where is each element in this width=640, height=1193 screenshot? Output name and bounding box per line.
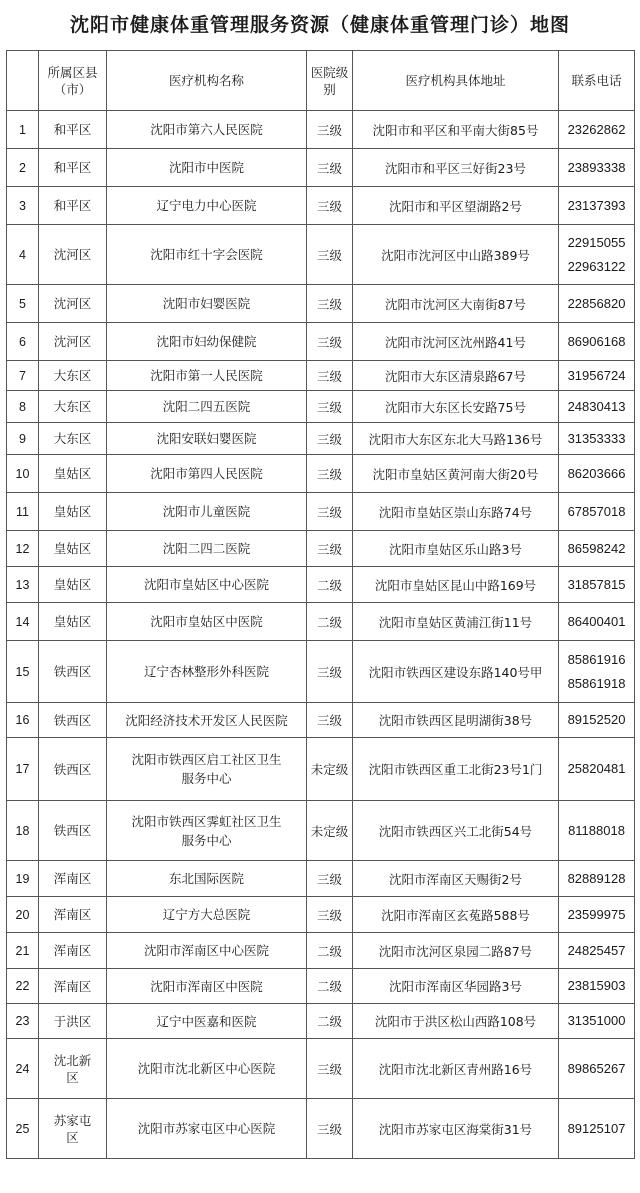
table-row bbox=[7, 933, 635, 969]
cell-phone bbox=[559, 187, 635, 225]
cell-level: 未定级 bbox=[307, 738, 353, 801]
phone-number: 86598242 bbox=[567, 540, 626, 556]
name-line: 沈阳市妇婴医院 bbox=[162, 296, 251, 311]
table-row bbox=[7, 531, 635, 567]
cell-name bbox=[107, 111, 307, 149]
cell-level: 二级 bbox=[307, 969, 353, 1004]
cell-index: 25 bbox=[7, 1099, 39, 1159]
cell-index: 16 bbox=[7, 703, 39, 738]
phone-number: 67857018 bbox=[567, 503, 626, 519]
cell-address: 沈阳市浑南区玄菟路588号 bbox=[353, 897, 559, 933]
table-row bbox=[7, 361, 635, 391]
cell-district: 铁西区 bbox=[39, 801, 107, 861]
cell-phone bbox=[559, 969, 635, 1004]
name-line: 沈阳市妇幼保健院 bbox=[156, 334, 257, 349]
table-row bbox=[7, 641, 635, 703]
cell-district: 浑南区 bbox=[39, 897, 107, 933]
cell-name bbox=[107, 1039, 307, 1099]
phone-number: 23815903 bbox=[567, 978, 626, 993]
cell-index: 14 bbox=[7, 603, 39, 641]
phone-number: 22963122 bbox=[567, 258, 626, 274]
cell-level: 三级 bbox=[307, 703, 353, 738]
cell-name bbox=[107, 149, 307, 187]
cell-name bbox=[107, 969, 307, 1004]
cell-phone bbox=[559, 738, 635, 801]
cell-address: 沈阳市沈河区中山路389号 bbox=[353, 225, 559, 285]
cell-district: 和平区 bbox=[39, 187, 107, 225]
table-row bbox=[7, 455, 635, 493]
cell-address: 沈阳市苏家屯区海棠街31号 bbox=[353, 1099, 559, 1159]
cell-name bbox=[107, 567, 307, 603]
phone-number: 89865267 bbox=[567, 1060, 626, 1076]
cell-name bbox=[107, 455, 307, 493]
cell-level: 三级 bbox=[307, 897, 353, 933]
phone-number: 86906168 bbox=[567, 333, 626, 349]
cell-phone bbox=[559, 225, 635, 285]
cell-index: 7 bbox=[7, 361, 39, 391]
cell-level: 二级 bbox=[307, 603, 353, 641]
phone-number: 31353333 bbox=[567, 430, 626, 446]
header-level: 医院级别 bbox=[307, 51, 353, 111]
cell-address: 沈阳市浑南区天赐街2号 bbox=[353, 861, 559, 897]
name-line: 辽宁电力中心医院 bbox=[156, 198, 257, 213]
cell-district: 沈河区 bbox=[39, 323, 107, 361]
cell-level: 三级 bbox=[307, 531, 353, 567]
cell-district: 大东区 bbox=[39, 391, 107, 423]
cell-name bbox=[107, 641, 307, 703]
cell-district: 和平区 bbox=[39, 149, 107, 187]
cell-name bbox=[107, 738, 307, 801]
cell-level: 三级 bbox=[307, 285, 353, 323]
table-row bbox=[7, 391, 635, 423]
name-line: 服务中心 bbox=[181, 832, 232, 848]
cell-district: 大东区 bbox=[39, 361, 107, 391]
name-line: 沈阳经济技术开发区人民医院 bbox=[125, 712, 288, 728]
phone-number: 31351000 bbox=[567, 1013, 626, 1028]
cell-phone bbox=[559, 361, 635, 391]
table-row bbox=[7, 703, 635, 738]
cell-address: 沈阳市铁西区重工北街23号1门 bbox=[353, 738, 559, 801]
table-row bbox=[7, 1039, 635, 1099]
cell-level: 二级 bbox=[307, 567, 353, 603]
cell-level: 三级 bbox=[307, 149, 353, 187]
cell-district: 浑南区 bbox=[39, 933, 107, 969]
table-row bbox=[7, 225, 635, 285]
cell-name bbox=[107, 423, 307, 455]
name-line: 沈阳安联妇婴医院 bbox=[156, 431, 257, 446]
cell-name bbox=[107, 861, 307, 897]
cell-phone bbox=[559, 703, 635, 738]
cell-address: 沈阳市铁西区建设东路140号甲 bbox=[353, 641, 559, 703]
table-row bbox=[7, 149, 635, 187]
cell-phone bbox=[559, 603, 635, 641]
cell-index: 17 bbox=[7, 738, 39, 801]
header-index bbox=[7, 51, 39, 111]
cell-name bbox=[107, 1004, 307, 1039]
name-line: 辽宁方大总医院 bbox=[162, 907, 251, 922]
cell-phone bbox=[559, 861, 635, 897]
cell-level: 二级 bbox=[307, 1004, 353, 1039]
phone-number: 89125107 bbox=[567, 1120, 626, 1136]
table-row bbox=[7, 801, 635, 861]
cell-index: 12 bbox=[7, 531, 39, 567]
table-row bbox=[7, 897, 635, 933]
cell-level: 三级 bbox=[307, 493, 353, 531]
cell-address: 沈阳市皇姑区昆山中路169号 bbox=[353, 567, 559, 603]
cell-index: 22 bbox=[7, 969, 39, 1004]
cell-name bbox=[107, 603, 307, 641]
cell-level: 三级 bbox=[307, 391, 353, 423]
cell-district: 皇姑区 bbox=[39, 567, 107, 603]
phone-number: 23137393 bbox=[567, 197, 626, 213]
cell-address: 沈阳市皇姑区黄浦江街11号 bbox=[353, 603, 559, 641]
name-line: 东北国际医院 bbox=[168, 871, 244, 886]
cell-level: 二级 bbox=[307, 933, 353, 969]
cell-address: 沈阳市沈河区大南街87号 bbox=[353, 285, 559, 323]
phone-number: 22856820 bbox=[567, 295, 626, 311]
cell-address: 沈阳市沈河区沈州路41号 bbox=[353, 323, 559, 361]
cell-address: 沈阳市浑南区华园路3号 bbox=[353, 969, 559, 1004]
phone-number: 22915055 bbox=[567, 234, 626, 250]
cell-district: 苏家屯区 bbox=[39, 1099, 107, 1159]
cell-name bbox=[107, 801, 307, 861]
phone-number: 85861918 bbox=[567, 675, 626, 691]
cell-district: 沈北新区 bbox=[39, 1039, 107, 1099]
cell-name bbox=[107, 323, 307, 361]
name-line: 沈阳市铁西区霁虹社区卫生 bbox=[131, 813, 282, 829]
phone-number: 23893338 bbox=[567, 159, 626, 175]
header-phone: 联系电话 bbox=[559, 51, 635, 111]
cell-index: 2 bbox=[7, 149, 39, 187]
phone-number: 81188018 bbox=[568, 822, 625, 838]
cell-level: 三级 bbox=[307, 1039, 353, 1099]
cell-address: 沈阳市大东区长安路75号 bbox=[353, 391, 559, 423]
table-row bbox=[7, 285, 635, 323]
name-line: 沈阳市红十字会医院 bbox=[150, 247, 263, 262]
table-row bbox=[7, 603, 635, 641]
cell-index: 23 bbox=[7, 1004, 39, 1039]
cell-level: 三级 bbox=[307, 225, 353, 285]
name-line: 沈阳市浑南区中心医院 bbox=[143, 943, 269, 958]
phone-number: 25820481 bbox=[567, 761, 626, 776]
table-row bbox=[7, 323, 635, 361]
name-line: 沈阳市中医院 bbox=[168, 160, 244, 175]
cell-district: 皇姑区 bbox=[39, 531, 107, 567]
cell-index: 4 bbox=[7, 225, 39, 285]
cell-name bbox=[107, 493, 307, 531]
phone-number: 86203666 bbox=[567, 465, 626, 481]
cell-phone bbox=[559, 1004, 635, 1039]
name-line: 沈阳市第六人民医院 bbox=[150, 122, 263, 137]
cell-name bbox=[107, 933, 307, 969]
cell-index: 1 bbox=[7, 111, 39, 149]
table-row bbox=[7, 187, 635, 225]
cell-district: 铁西区 bbox=[39, 738, 107, 801]
cell-name bbox=[107, 391, 307, 423]
cell-district: 皇姑区 bbox=[39, 493, 107, 531]
cell-phone bbox=[559, 897, 635, 933]
phone-number: 85861916 bbox=[567, 651, 626, 667]
name-line: 沈阳市儿童医院 bbox=[162, 504, 251, 519]
name-line: 沈阳市沈北新区中心医院 bbox=[137, 1061, 276, 1076]
cell-name bbox=[107, 187, 307, 225]
cell-address: 沈阳市于洪区松山西路108号 bbox=[353, 1004, 559, 1039]
cell-district: 铁西区 bbox=[39, 641, 107, 703]
hospital-table bbox=[6, 50, 635, 1159]
cell-address: 沈阳市和平区和平南大街85号 bbox=[353, 111, 559, 149]
phone-number: 24830413 bbox=[567, 398, 626, 414]
name-line: 沈阳市第一人民医院 bbox=[150, 368, 263, 383]
cell-district: 和平区 bbox=[39, 111, 107, 149]
table-row bbox=[7, 567, 635, 603]
cell-phone bbox=[559, 1039, 635, 1099]
cell-phone bbox=[559, 423, 635, 455]
cell-level: 三级 bbox=[307, 361, 353, 391]
cell-phone bbox=[559, 285, 635, 323]
cell-phone bbox=[559, 801, 635, 861]
header-address: 医疗机构具体地址 bbox=[353, 51, 559, 111]
cell-index: 13 bbox=[7, 567, 39, 603]
table-header-row bbox=[7, 51, 635, 111]
cell-index: 10 bbox=[7, 455, 39, 493]
cell-address: 沈阳市和平区望湖路2号 bbox=[353, 187, 559, 225]
cell-address: 沈阳市沈河区泉园二路87号 bbox=[353, 933, 559, 969]
cell-level: 三级 bbox=[307, 187, 353, 225]
name-line: 沈阳市皇姑区中医院 bbox=[150, 614, 263, 629]
phone-number: 31956724 bbox=[567, 367, 626, 383]
cell-phone bbox=[559, 455, 635, 493]
cell-district: 沈河区 bbox=[39, 285, 107, 323]
cell-address: 沈阳市皇姑区黄河南大街20号 bbox=[353, 455, 559, 493]
cell-district: 皇姑区 bbox=[39, 603, 107, 641]
header-district: 所属区县（市） bbox=[39, 51, 107, 111]
cell-index: 9 bbox=[7, 423, 39, 455]
cell-phone bbox=[559, 149, 635, 187]
table-row bbox=[7, 861, 635, 897]
cell-address: 沈阳市皇姑区崇山东路74号 bbox=[353, 493, 559, 531]
cell-level: 三级 bbox=[307, 861, 353, 897]
cell-index: 21 bbox=[7, 933, 39, 969]
cell-level: 三级 bbox=[307, 323, 353, 361]
cell-address: 沈阳市沈北新区青州路16号 bbox=[353, 1039, 559, 1099]
table-row bbox=[7, 111, 635, 149]
name-line: 沈阳市浑南区中医院 bbox=[150, 978, 263, 994]
table-row bbox=[7, 738, 635, 801]
cell-district: 于洪区 bbox=[39, 1004, 107, 1039]
cell-address: 沈阳市和平区三好街23号 bbox=[353, 149, 559, 187]
cell-phone bbox=[559, 1099, 635, 1159]
cell-index: 24 bbox=[7, 1039, 39, 1099]
cell-district: 铁西区 bbox=[39, 703, 107, 738]
cell-district: 皇姑区 bbox=[39, 455, 107, 493]
cell-index: 3 bbox=[7, 187, 39, 225]
cell-name bbox=[107, 1099, 307, 1159]
cell-phone bbox=[559, 641, 635, 703]
cell-level: 未定级 bbox=[307, 801, 353, 861]
cell-name bbox=[107, 703, 307, 738]
cell-name bbox=[107, 361, 307, 391]
cell-district: 沈河区 bbox=[39, 225, 107, 285]
name-line: 沈阳市第四人民医院 bbox=[150, 466, 263, 481]
cell-phone bbox=[559, 391, 635, 423]
name-line: 沈阳二四二医院 bbox=[162, 541, 251, 556]
table-row bbox=[7, 969, 635, 1004]
phone-number: 82889128 bbox=[567, 870, 626, 886]
cell-index: 19 bbox=[7, 861, 39, 897]
phone-number: 23599975 bbox=[567, 906, 626, 922]
table-row bbox=[7, 423, 635, 455]
cell-index: 20 bbox=[7, 897, 39, 933]
name-line: 沈阳市皇姑区中心医院 bbox=[143, 577, 269, 592]
cell-level: 三级 bbox=[307, 641, 353, 703]
cell-level: 三级 bbox=[307, 455, 353, 493]
phone-number: 89152520 bbox=[567, 712, 626, 727]
cell-phone bbox=[559, 111, 635, 149]
cell-name bbox=[107, 531, 307, 567]
cell-phone bbox=[559, 323, 635, 361]
phone-number: 31857815 bbox=[567, 576, 626, 592]
phone-number: 24825457 bbox=[567, 942, 626, 958]
cell-district: 大东区 bbox=[39, 423, 107, 455]
cell-address: 沈阳市铁西区兴工北街54号 bbox=[353, 801, 559, 861]
cell-name bbox=[107, 897, 307, 933]
cell-district: 浑南区 bbox=[39, 969, 107, 1004]
name-line: 服务中心 bbox=[181, 771, 232, 786]
name-line: 沈阳二四五医院 bbox=[162, 399, 251, 414]
cell-index: 6 bbox=[7, 323, 39, 361]
name-line: 沈阳市铁西区启工社区卫生 bbox=[131, 752, 282, 767]
header-name: 医疗机构名称 bbox=[107, 51, 307, 111]
cell-phone bbox=[559, 567, 635, 603]
name-line: 沈阳市苏家屯区中心医院 bbox=[137, 1121, 276, 1136]
cell-address: 沈阳市皇姑区乐山路3号 bbox=[353, 531, 559, 567]
cell-address: 沈阳市大东区清泉路67号 bbox=[353, 361, 559, 391]
cell-address: 沈阳市铁西区昆明湖街38号 bbox=[353, 703, 559, 738]
cell-phone bbox=[559, 933, 635, 969]
cell-level: 三级 bbox=[307, 111, 353, 149]
cell-index: 8 bbox=[7, 391, 39, 423]
cell-level: 三级 bbox=[307, 1099, 353, 1159]
cell-name bbox=[107, 285, 307, 323]
cell-address: 沈阳市大东区东北大马路136号 bbox=[353, 423, 559, 455]
cell-level: 三级 bbox=[307, 423, 353, 455]
table-row bbox=[7, 1004, 635, 1039]
cell-name bbox=[107, 225, 307, 285]
cell-index: 5 bbox=[7, 285, 39, 323]
cell-index: 11 bbox=[7, 493, 39, 531]
phone-number: 86400401 bbox=[567, 613, 626, 629]
table-row bbox=[7, 1099, 635, 1159]
name-line: 辽宁中医嘉和医院 bbox=[156, 1013, 257, 1029]
table-row bbox=[7, 493, 635, 531]
phone-number: 23262862 bbox=[567, 121, 626, 137]
cell-index: 18 bbox=[7, 801, 39, 861]
page-title: 沈阳市健康体重管理服务资源（健康体重管理门诊）地图 bbox=[69, 14, 570, 36]
cell-phone bbox=[559, 493, 635, 531]
name-line: 辽宁杏林整形外科医院 bbox=[143, 664, 269, 679]
cell-phone bbox=[559, 531, 635, 567]
cell-district: 浑南区 bbox=[39, 861, 107, 897]
cell-index: 15 bbox=[7, 641, 39, 703]
